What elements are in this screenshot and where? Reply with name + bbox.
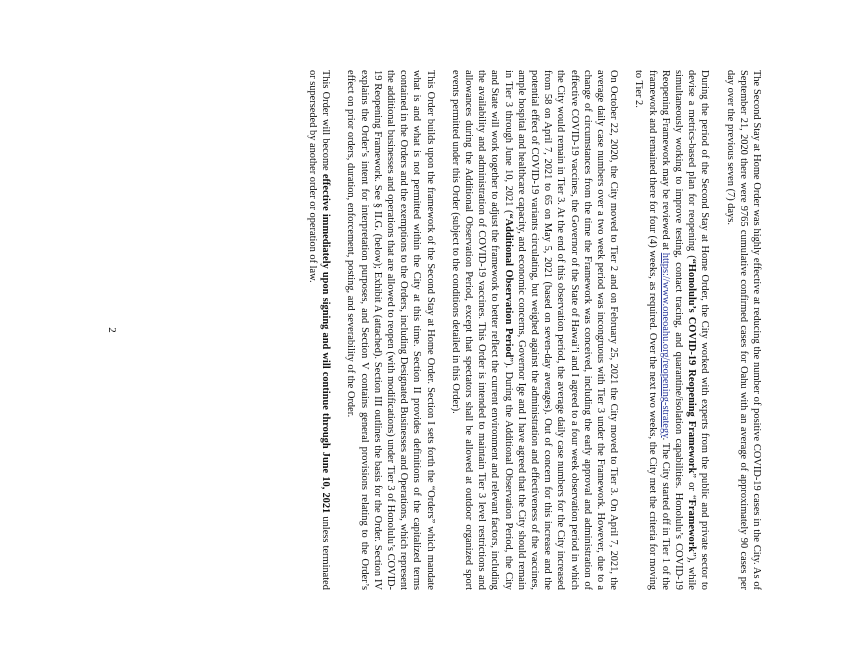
- p2-text-a: During the period of the Second Stay at Home Order, the City worked with experts from the public and private sector to devise a metrics-based plan for reopening (: [686, 70, 711, 590]
- paragraph-order-structure: This Order builds upon the framework of the Second Stay at Home Order. Section I sets forth the “Orders” which mandate what is and what is not permitted within the City at this time. Section II provides definitions of the capitalized terms contained in the Orders and the exemptions to the Orders, including Designated Businesses and Operations, which represent the additional businesses and operations that are allowed to reopen (with modifications) under Tier 3 of Honolulu’s COVID-19 Reopening Framework. See § II.G. (below); Exhibit A (attached). Section III outlines the basis for the Order. Section IV explains the Order’s intent for interpretation purposes, and Section V contains general provisions relating to the Order’s effect on prior orders, duration, enforcement, posting, and severability of the Order.: [345, 70, 436, 590]
- document-body: [294, 70, 763, 590]
- p2-text-quote: ” or “: [686, 473, 698, 500]
- reopening-strategy-link[interactable]: https://www.oneoahu.org/reopening-strategy: [659, 252, 671, 438]
- p5-text-a: This Order will become: [320, 70, 332, 174]
- p2-bold-framework-name: “Honolulu’s COVID-19 Reopening Framework: [686, 258, 698, 474]
- paragraph-effective-date: [306, 70, 332, 590]
- paragraph-stay-at-home-results: The Second Stay at Home Order was highly effective at reducing the number of positive COVID-19 cases in the City. As of September 21, 2020 there were 9765 cumulative confirmed cases for Oahu with an average of approximately 90 cases per day over the previous seven (7) days.: [724, 70, 762, 590]
- p2-text-c: ”), while simultaneously working to improve testing, contact tracing, and quarantine/isolation capabilities. Honolulu’s COVID-19 Reopening Framework may be reviewed at: [659, 70, 698, 590]
- p5-bold-effective: effective immediately upon signing and will continue through June 10, 2021: [320, 173, 332, 514]
- paragraph-reopening-framework: [632, 70, 711, 590]
- page-number: 2: [106, 327, 119, 333]
- paragraph-tier-history: [449, 70, 621, 590]
- p3-text-a: On October 22, 2020, the City moved to Tier 2 and on February 25, 2021 the City moved to Tier 3. On April 7, 2021, the average daily case numbers over a two week period was incongruous with Tier 3 under the Framework. However, due to a change of circumstances from the time the Framework was conceived, including the early approval and administration of effective COVID-19 vaccines, the Governor of the State of Hawai’i and I agreed to a four week observation period in which the City would remain in Tier 3. At the end of this observation period, the average daily case numbers for the City increased from 58 on April 7, 2021 to 65 on May 5, 2021 (based on seven-day averages). Out of concern for this increase and the potential effect of COVID-19 variants circulating, but weighed against the administration and effectiveness of the vaccines, ample hospital and healthcare capacity, and economic concerns, Governor Ige and I have agreed that the City should remain in Tier 3 through June 10, 2021 (: [502, 70, 620, 590]
- p2-text-d: . The City started off in Tier 1 of the framework and remained there for four (4) weeks, as required. Over the next two weeks, the City met the criteria for moving to Tier 2.: [633, 70, 671, 590]
- p2-bold-framework: Framework: [686, 499, 698, 553]
- p3-bold-additional-observation: “Additional Observation Period: [502, 213, 514, 358]
- p5-text-c: unless terminated or superseded by another order or operation of law.: [306, 70, 332, 590]
- rotated-document-sheet: [75, 70, 775, 590]
- p3-text-c: ”). During the Additional Observation Period, the City and State will work together to adjust the framework to better reflect the current environment and relevant factors, including the availability and administration of COVID-19 vaccines. This Order is intended to maintain Tier 3 level restrictions and allowances during the Additional Observation Period, except that spectators shall be allowed at outdoor organized sport events permitted under this Order (subject to the conditions detailed in this Order).: [449, 70, 514, 590]
